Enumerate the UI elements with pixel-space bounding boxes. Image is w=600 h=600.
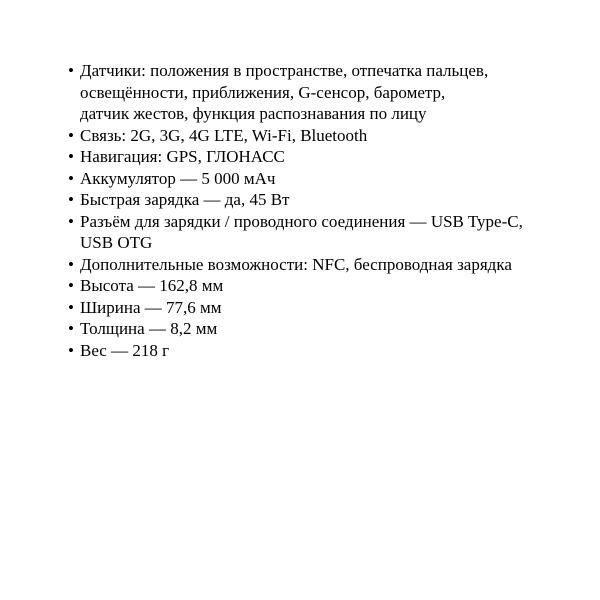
spec-item-connectivity [68,125,580,147]
bullet-icon: • [68,147,74,166]
spec-item-weight [68,340,580,362]
bullet-icon: • [68,211,74,231]
spec-line: Датчики: положения в пространстве, отпечатка пальцев, [80,61,489,80]
bullet-icon: • [68,319,74,338]
spec-line: освещённости, приближения, G-сенсор, барометр, [80,82,446,102]
bullet-icon: • [68,125,74,145]
spec-line: датчик жестов, функция распознавания по лицу [80,104,427,123]
spec-item-extras [68,254,580,276]
spec-line: Толщина — 8,2 мм [80,319,218,338]
spec-item-sensors [68,60,580,125]
spec-line: Дополнительные возможности: NFC, беспроводная зарядка [80,254,512,274]
bullet-icon: • [68,276,74,295]
spec-text [80,211,580,254]
bullet-icon: • [68,297,74,317]
bullet-icon: • [68,61,74,80]
spec-text [80,189,580,211]
spec-item-navigation [68,146,580,168]
bullet-icon: • [68,190,74,209]
spec-text [80,275,580,297]
spec-line: Ширина — 77,6 мм [80,297,222,317]
spec-item-width [68,297,580,319]
spec-line: Связь: 2G, 3G, 4G LTE, Wi-Fi, Bluetooth [80,125,368,145]
bullet-icon: • [68,168,74,188]
spec-line: Аккумулятор — 5 000 мАч [80,168,276,188]
spec-text [80,254,580,276]
spec-line: Высота — 162,8 мм [80,276,224,295]
spec-item-fast-charging [68,189,580,211]
spec-list [68,60,580,361]
spec-item-battery [68,168,580,190]
spec-text [80,146,580,168]
spec-line: Разъём для зарядки / проводного соединения — USB Type-C, [80,211,523,231]
bullet-icon: • [68,254,74,274]
spec-line: Быстрая зарядка — да, 45 Вт [80,190,290,209]
spec-text [80,60,580,125]
spec-item-height [68,275,580,297]
spec-text [80,340,580,362]
spec-item-connector [68,211,580,254]
bullet-icon: • [68,340,74,360]
spec-text [80,297,580,319]
spec-line: Вес — 218 г [80,340,170,360]
spec-text [80,318,580,340]
spec-item-thickness [68,318,580,340]
spec-line: Навигация: GPS, ГЛОНАСС [80,147,285,166]
spec-text [80,168,580,190]
spec-line: USB OTG [80,233,153,252]
spec-text [80,125,580,147]
